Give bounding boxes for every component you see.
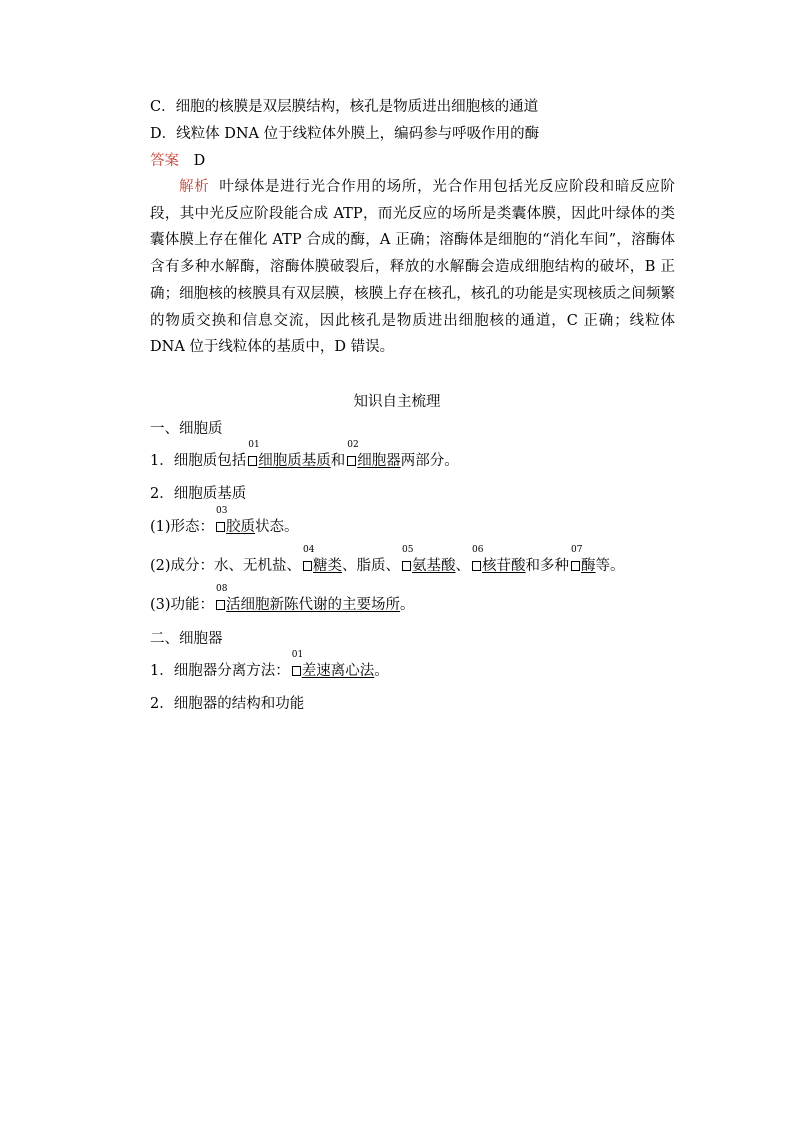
blank-03: 03 胶质 — [216, 506, 256, 535]
part1-form: (1)形态： 03 胶质状态。 — [150, 506, 299, 535]
blank-box-icon — [248, 456, 257, 466]
option-d: D．线粒体 DNA 位于线粒体外膜上，编码参与呼吸作用的酶 — [150, 126, 540, 142]
blank-08: 08 活细胞新陈代谢的主要场所 — [216, 584, 401, 613]
part2-item2: 2．细胞器的结构和功能 — [150, 696, 305, 712]
analysis-label: 解析 — [179, 179, 210, 195]
option-c: C．细胞的核膜是双层膜结构，核孔是物质进出细胞核的通道 — [150, 99, 539, 115]
blank-01: 01 细胞质基质 — [248, 440, 331, 469]
part1-comp: (2)成分：水、无机盐、 04 糖类、脂质、 05 氨基酸、 06 核苷酸和多种 07 酶等。 — [150, 545, 625, 574]
part2-heading: 二、细胞器 — [150, 631, 223, 647]
section-title: 知识自主梳理 — [353, 394, 441, 410]
answer-line — [150, 151, 205, 171]
answer-label: 答案 — [150, 153, 179, 169]
blank-06: 06 核苷酸 — [472, 545, 526, 574]
analysis-text: 叶绿体是进行光合作用的场所，光合作用包括光反应阶段和暗反应阶段，其中光反应阶段能合成 ATP，而光反应的场所是类囊体膜，因此叶绿体的类囊体膜上存在催化 ATP 合成的酶，A 正确；溶酶体是细胞的“消化车间”，溶酶体含有多种水解酶，溶酶体膜破裂后，释放的水解酶会造成细胞结构的破坏，B 正确；细胞核的核膜具有双层膜，核膜上存在核孔，核孔的功能是实现核质之间频繁的物质交换和信息交流，因此核孔是物质进出细胞核的通道，C 正确；线粒体 DNA 位于线粒体的基质中，D 错误。 — [150, 179, 675, 356]
part2-item1: 1．细胞器分离方法： 01 差速离心法。 — [150, 650, 389, 679]
blank-box-icon — [292, 666, 301, 676]
blank-07: 07 酶 — [571, 545, 596, 574]
part1-func: (3)功能： 08 活细胞新陈代谢的主要场所。 — [150, 584, 415, 613]
blank-part2-01: 01 差速离心法 — [291, 650, 375, 679]
blank-box-icon — [571, 561, 580, 571]
blank-box-icon — [303, 561, 312, 571]
blank-box-icon — [216, 600, 225, 610]
blank-box-icon — [216, 522, 225, 532]
blank-box-icon — [402, 561, 411, 571]
part1-item1: 1．细胞质包括 01 细胞质基质和 02 细胞器两部分。 — [150, 440, 459, 469]
part1-item2: 2．细胞质基质 — [150, 486, 247, 502]
part1-heading: 一、细胞质 — [150, 421, 223, 437]
blank-05: 05 氨基酸 — [402, 545, 456, 574]
blank-box-icon — [347, 456, 356, 466]
blank-box-icon — [472, 561, 481, 571]
blank-04: 04 糖类 — [303, 545, 343, 574]
answer-value: D — [193, 153, 206, 169]
blank-02: 02 细胞器 — [347, 440, 401, 469]
analysis-paragraph — [150, 174, 675, 361]
